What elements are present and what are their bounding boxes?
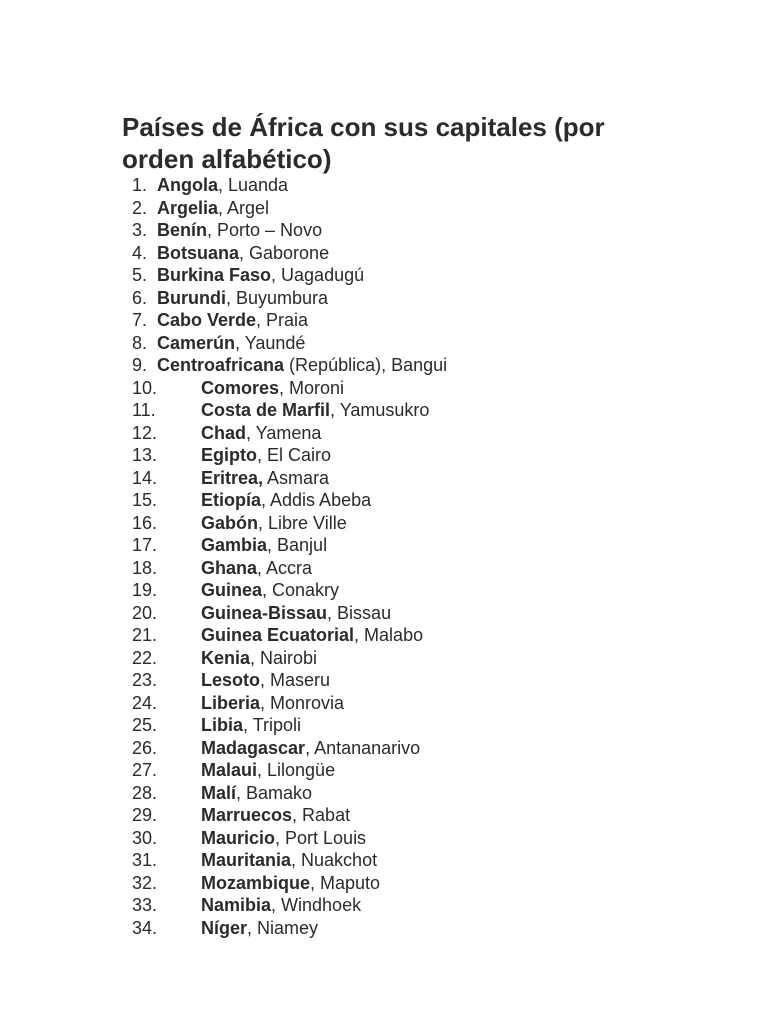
country-name: Ghana: [201, 557, 258, 578]
country-name: Mozambique: [201, 872, 311, 893]
list-item-entry: [201, 669, 330, 692]
list-item-entry: [201, 624, 423, 647]
list-item-entry: [201, 602, 391, 625]
page-title: Países de África con sus capitales (por orden alfabético): [122, 112, 605, 174]
list-item-entry: [201, 782, 312, 805]
country-name: Gabón: [201, 512, 258, 533]
list-item-entry: [201, 737, 420, 760]
list-item-entry: [201, 399, 429, 422]
capital-name: , El Cairo: [257, 445, 332, 465]
list-item-number: 12.: [132, 422, 158, 443]
country-name: Cabo Verde: [157, 310, 257, 330]
list-item: [0, 332, 768, 355]
list-item-number: 7.: [132, 310, 148, 330]
list-item: [0, 624, 768, 647]
list-item-entry: [201, 894, 361, 917]
list-item: [0, 534, 768, 557]
list-item: [0, 467, 768, 490]
capital-name: , Maseru: [260, 670, 331, 690]
list-item: [0, 692, 768, 715]
list-item: [0, 557, 768, 580]
country-name: Malaui: [201, 760, 258, 780]
list-item: [0, 579, 768, 602]
country-name: Lesoto: [201, 670, 261, 690]
list-item-number: 11.: [132, 400, 156, 420]
capital-name: , Rabat: [292, 805, 351, 825]
list-item-number: 20.: [132, 602, 158, 623]
list-item-entry: [201, 377, 344, 400]
list-item-number: 4.: [132, 242, 148, 263]
country-name: Guinea: [201, 580, 263, 600]
country-name: Burkina Faso: [157, 265, 272, 285]
list-item-entry: [201, 714, 301, 737]
list-item-number: 32.: [132, 872, 158, 893]
list-item: [0, 174, 768, 197]
capital-name: , Buyumbura: [226, 287, 329, 308]
country-name: Botsuana: [157, 242, 240, 263]
list-item-entry: [157, 242, 329, 265]
list-item-entry: [201, 422, 321, 445]
capital-name: , Niamey: [247, 917, 319, 938]
country-name: Namibia: [201, 895, 272, 915]
list-item: [0, 782, 768, 805]
list-item: [0, 264, 768, 287]
capital-name: , Conakry: [262, 580, 340, 600]
capital-name: , Banjul: [267, 535, 328, 555]
list-item: [0, 759, 768, 782]
list-item: [0, 647, 768, 670]
list-item-entry: [157, 309, 308, 332]
capital-name: , Gaborone: [239, 242, 330, 263]
country-list: [0, 174, 768, 939]
country-name: Benín: [157, 220, 208, 240]
list-item-number: 19.: [132, 580, 158, 600]
list-item-entry: [201, 692, 344, 715]
list-item-entry: [201, 804, 350, 827]
list-item-entry: [157, 287, 328, 310]
capital-name: , Porto – Novo: [207, 220, 323, 240]
list-item-number: 13.: [132, 445, 158, 465]
list-item-entry: [157, 219, 322, 242]
list-item-number: 23.: [132, 670, 158, 690]
list-item-entry: [201, 849, 377, 872]
country-name: Níger: [201, 917, 248, 938]
list-item-number: 28.: [132, 782, 158, 803]
list-item-number: 3.: [132, 220, 148, 240]
list-item-number: 25.: [132, 715, 158, 735]
capital-name: , Antananarivo: [305, 737, 421, 758]
capital-name: , Tripoli: [243, 715, 302, 735]
capital-name: , Bissau: [327, 602, 392, 623]
list-item-entry: [201, 759, 335, 782]
list-item-number: 33.: [132, 895, 158, 915]
capital-name: , Argel: [218, 197, 270, 218]
capital-name: , Moroni: [279, 377, 345, 398]
country-name: Libia: [201, 715, 244, 735]
list-item: [0, 917, 768, 940]
country-name: Mauricio: [201, 827, 276, 848]
list-item-number: 5.: [132, 265, 148, 285]
capital-name: , Port Louis: [275, 827, 367, 848]
country-name: Camerún: [157, 332, 236, 353]
country-name: Malí: [201, 782, 237, 803]
capital-name: , Libre Ville: [258, 512, 347, 533]
capital-name: , Uagadugú: [271, 265, 365, 285]
list-item-number: 30.: [132, 827, 158, 848]
list-item-number: 24.: [132, 692, 158, 713]
list-item: [0, 444, 768, 467]
list-item-entry: [201, 489, 371, 512]
list-item: [0, 512, 768, 535]
list-item-number: 22.: [132, 647, 158, 668]
list-item-number: 26.: [132, 737, 158, 758]
country-name: Burundi: [157, 287, 226, 308]
capital-name: , Accra: [257, 557, 313, 578]
country-name: Eritrea,: [201, 467, 264, 488]
country-name: Centroafricana: [157, 355, 285, 375]
list-item: [0, 602, 768, 625]
country-name: Gambia: [201, 535, 268, 555]
capital-name: , Nairobi: [250, 647, 318, 668]
list-item-number: 6.: [132, 287, 148, 308]
list-item-entry: [201, 827, 366, 850]
list-item: [0, 872, 768, 895]
list-item-entry: [201, 647, 317, 670]
country-name: Etiopía: [201, 490, 262, 510]
capital-name: , Monrovia: [260, 692, 345, 713]
list-item: [0, 849, 768, 872]
list-item-number: 15.: [132, 490, 158, 510]
list-item-entry: [157, 264, 364, 287]
country-name: Madagascar: [201, 737, 306, 758]
list-item-number: 17.: [132, 535, 158, 555]
list-item: [0, 804, 768, 827]
capital-name: , Luanda: [218, 175, 289, 195]
list-item: [0, 309, 768, 332]
list-item: [0, 242, 768, 265]
list-item-number: 9.: [132, 355, 148, 375]
list-item-number: 29.: [132, 805, 158, 825]
country-name: Marruecos: [201, 805, 293, 825]
capital-name: (República), Bangui: [284, 355, 448, 375]
list-item: [0, 714, 768, 737]
country-name: Mauritania: [201, 850, 292, 870]
capital-name: , Nuakchot: [291, 850, 378, 870]
list-item-entry: [157, 332, 305, 355]
list-item-entry: [201, 872, 380, 895]
country-name: Liberia: [201, 692, 261, 713]
list-item: [0, 422, 768, 445]
list-item: [0, 287, 768, 310]
list-item-entry: [157, 354, 447, 377]
list-item-entry: [157, 197, 269, 220]
list-item-entry: [157, 174, 288, 197]
list-item-number: 14.: [132, 467, 158, 488]
list-item: [0, 669, 768, 692]
list-item: [0, 354, 768, 377]
list-item-number: 1.: [132, 175, 148, 195]
country-name: Guinea-Bissau: [201, 602, 328, 623]
list-item-number: 8.: [132, 332, 148, 353]
list-item-number: 34.: [132, 917, 158, 938]
capital-name: , Addis Abeba: [261, 490, 372, 510]
capital-name: , Yaundé: [235, 332, 306, 353]
list-item-entry: [201, 534, 327, 557]
list-item-entry: [201, 557, 312, 580]
list-item-entry: [201, 512, 347, 535]
capital-name: , Yamusukro: [330, 400, 430, 420]
capital-name: , Malabo: [354, 625, 424, 645]
list-item: [0, 894, 768, 917]
list-item-entry: [201, 467, 329, 490]
country-name: Chad: [201, 422, 246, 443]
capital-name: , Praia: [256, 310, 309, 330]
country-name: Egipto: [201, 445, 257, 465]
list-item-number: 16.: [132, 512, 158, 533]
list-item: [0, 399, 768, 422]
capital-name: , Bamako: [236, 782, 313, 803]
country-name: Kenia: [201, 647, 251, 668]
list-item: [0, 197, 768, 220]
list-item: [0, 219, 768, 242]
capital-name: , Windhoek: [271, 895, 362, 915]
capital-name: Asmara: [263, 467, 330, 488]
country-name: Comores: [201, 377, 280, 398]
country-name: Angola: [157, 175, 218, 195]
country-name: Argelia: [157, 197, 219, 218]
list-item-number: 2.: [132, 197, 148, 218]
list-item-number: 27.: [132, 760, 158, 780]
capital-name: , Lilongüe: [257, 760, 336, 780]
list-item-number: 18.: [132, 557, 158, 578]
country-name: Guinea Ecuatorial: [201, 625, 355, 645]
list-item: [0, 377, 768, 400]
country-name: Costa de Marfil: [201, 400, 331, 420]
list-item-number: 21.: [132, 625, 158, 645]
list-item-number: 10.: [132, 377, 158, 398]
list-item: [0, 489, 768, 512]
list-item-entry: [201, 917, 318, 940]
capital-name: , Maputo: [310, 872, 381, 893]
list-item-entry: [201, 444, 331, 467]
capital-name: , Yamena: [246, 422, 322, 443]
list-item: [0, 737, 768, 760]
list-item: [0, 827, 768, 850]
list-item-entry: [201, 579, 339, 602]
list-item-number: 31.: [132, 850, 158, 870]
